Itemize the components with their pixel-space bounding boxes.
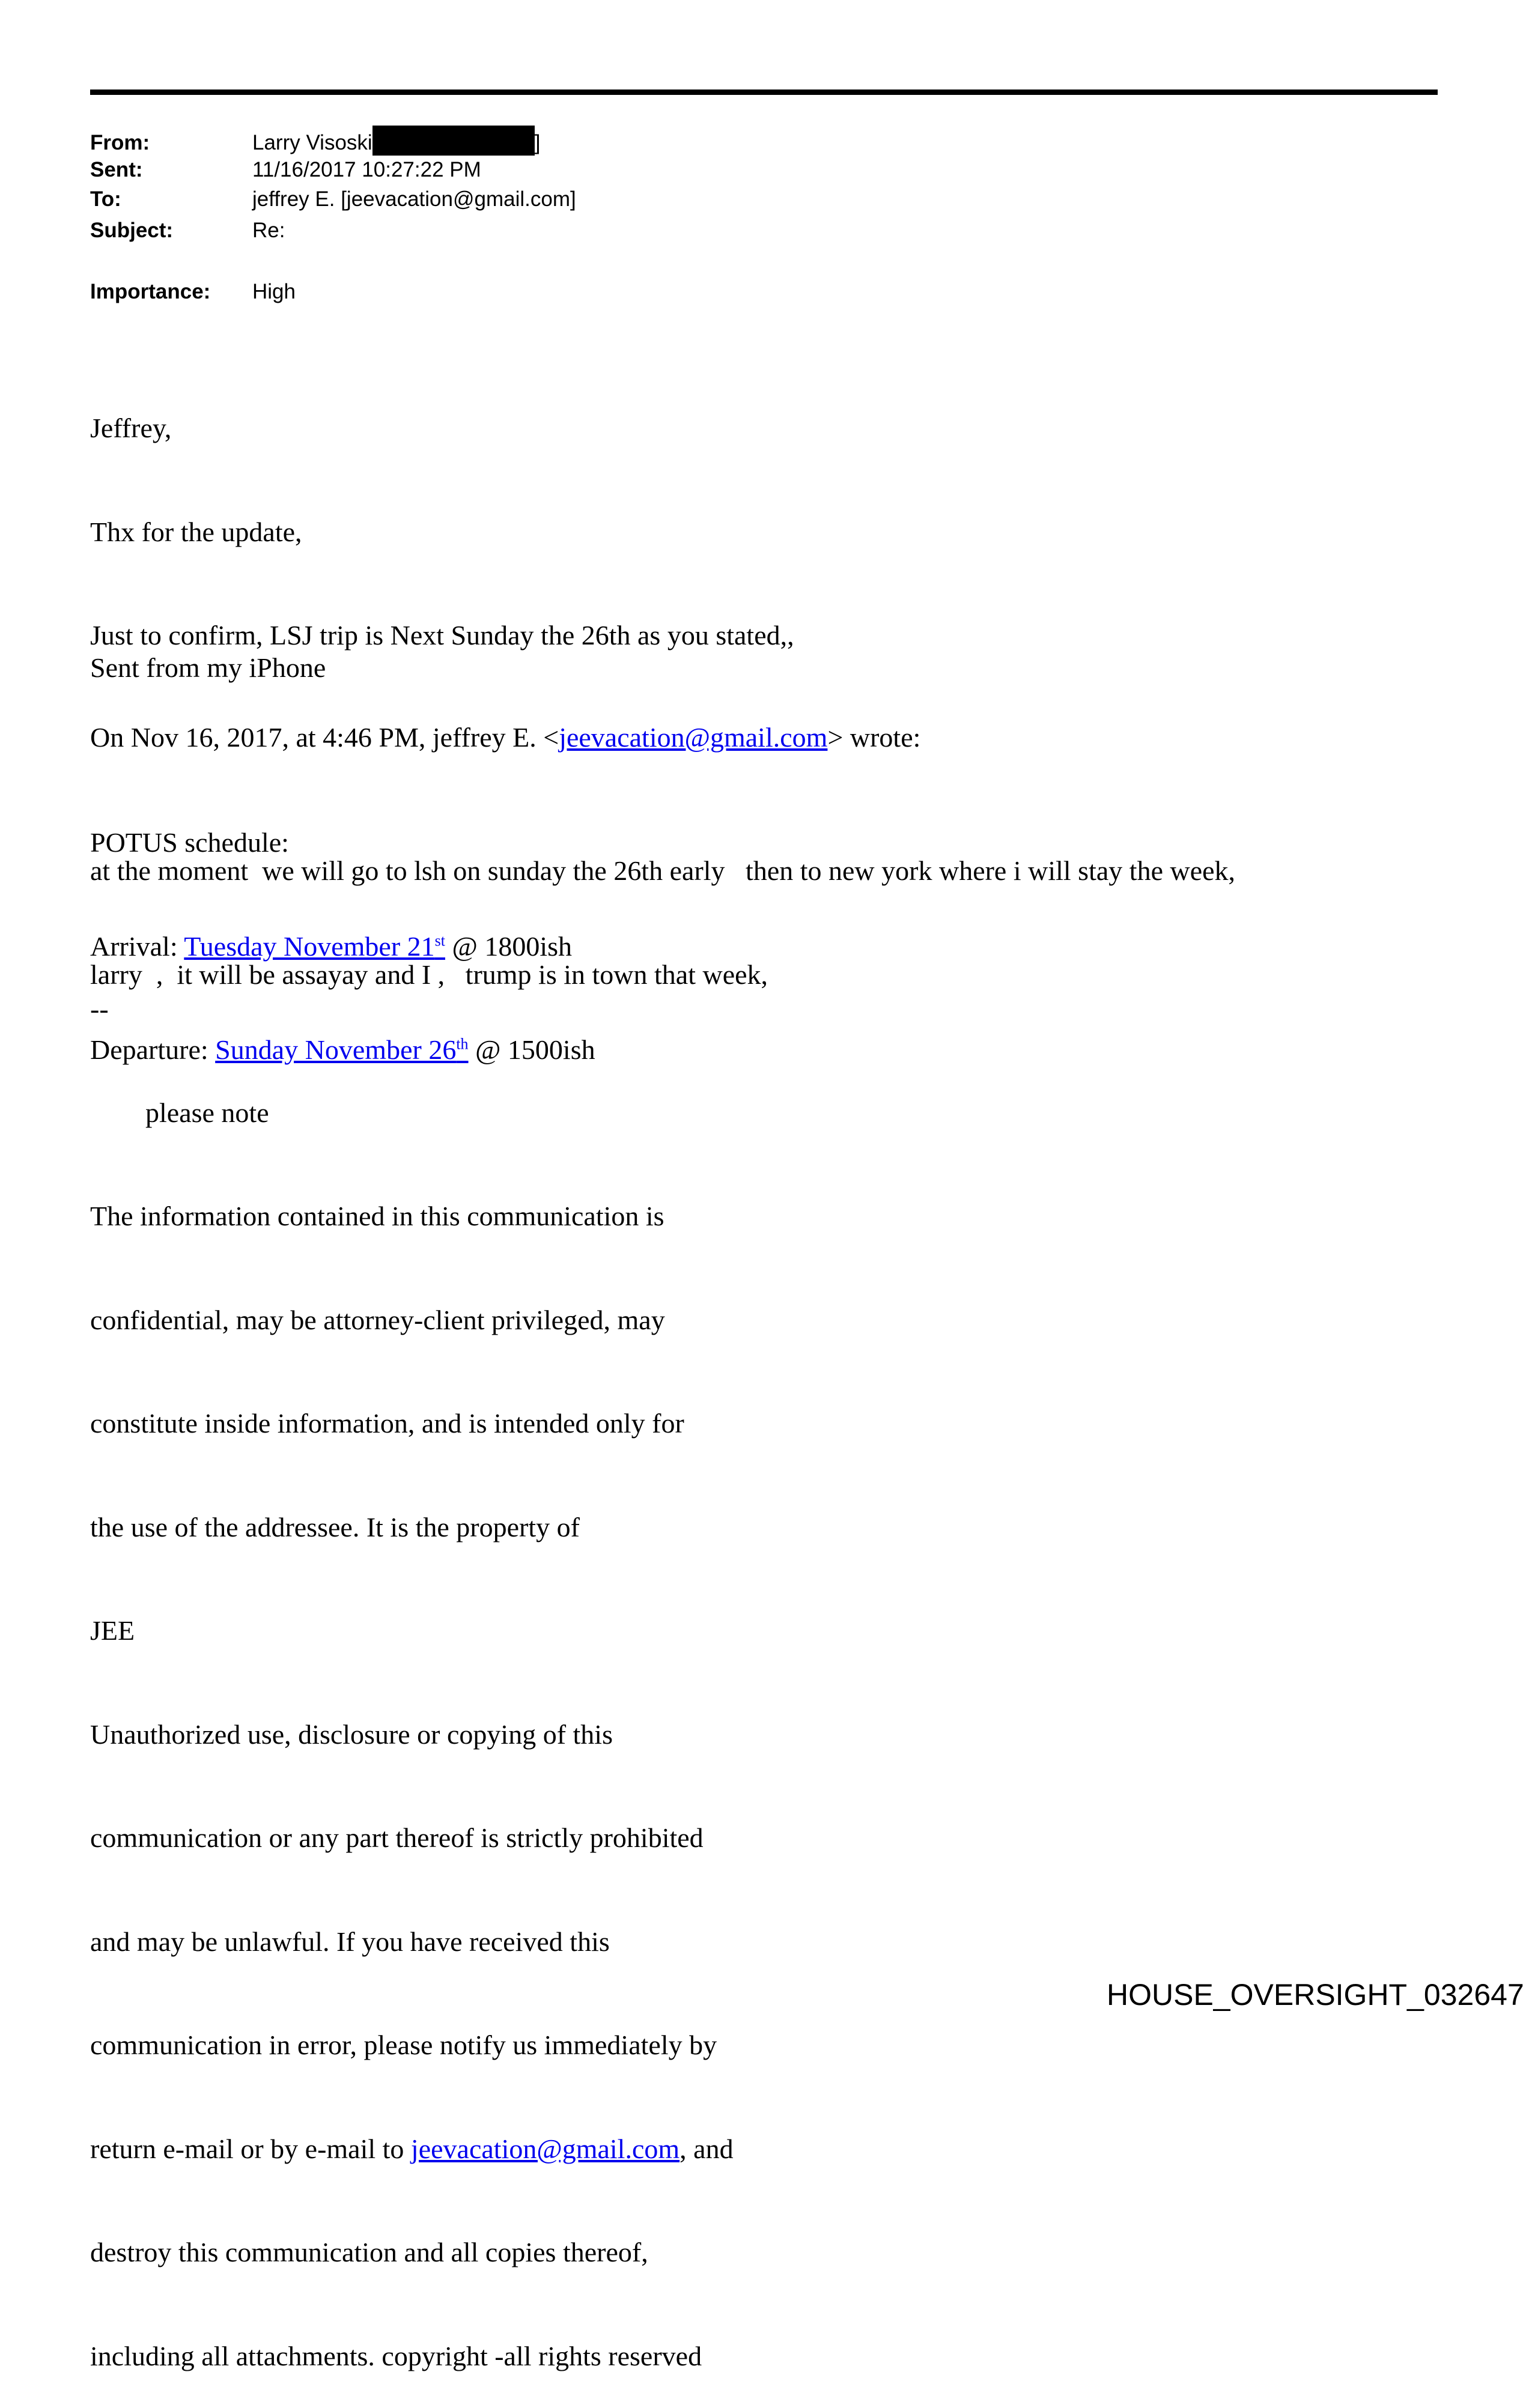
to-value: jeffrey E. [jeevacation@gmail.com] bbox=[252, 187, 576, 211]
quote-line: larry , it will be assayay and I , trump is in town that week, bbox=[90, 959, 768, 990]
disclaimer-line: confidential, may be attorney-client privileged, may bbox=[90, 1304, 665, 1335]
disclaimer-line: Unauthorized use, disclosure or copying of this bbox=[90, 1718, 613, 1750]
arrival-time: @ 1800ish bbox=[445, 930, 573, 962]
quote-line: at the moment we will go to lsh on sunday the 26th early then to new york where i will stay the week, bbox=[90, 855, 1236, 886]
disclaimer-line: JEE bbox=[90, 1615, 135, 1646]
quote-intro-text: On Nov 16, 2017, at 4:46 PM, jeffrey E. < bbox=[90, 722, 559, 753]
quote-intro bbox=[90, 720, 920, 755]
disclaimer bbox=[90, 923, 734, 2408]
disclaimer-line: constitute inside information, and is intended only for bbox=[90, 1408, 684, 1439]
importance-value: High bbox=[252, 280, 296, 303]
arrival-link-text: Tuesday November 21 bbox=[184, 930, 435, 962]
return-end: , and bbox=[679, 2133, 734, 2164]
departure-label: Departure: bbox=[90, 1034, 216, 1065]
from-value: Larry Visoski bbox=[252, 131, 372, 154]
disclaimer-line: and may be unlawful. If you have received this bbox=[90, 1926, 610, 1957]
sender-email-link[interactable]: jeevacation@gmail.com bbox=[559, 722, 828, 753]
from-bracket: ] bbox=[534, 131, 541, 154]
sent-label: Sent: bbox=[90, 158, 143, 181]
signature: Sent from my iPhone bbox=[90, 652, 326, 683]
please-note: please note bbox=[90, 1097, 269, 1128]
disclaimer-return-line bbox=[90, 2132, 734, 2167]
to-row bbox=[90, 186, 576, 213]
schedule-title: POTUS schedule: bbox=[90, 827, 289, 858]
subject-row bbox=[90, 217, 285, 244]
disclaimer-line: including all attachments. copyright -all rights reserved bbox=[90, 2340, 702, 2371]
importance-label: Importance: bbox=[90, 280, 211, 303]
dashes: -- bbox=[90, 993, 109, 1024]
arrival-sup: st bbox=[434, 932, 446, 950]
to-label: To: bbox=[90, 187, 121, 211]
disclaimer-line: communication in error, please notify us immediately by bbox=[90, 2030, 717, 2060]
arrival-label: Arrival: bbox=[90, 930, 184, 962]
disclaimer-line: communication or any part thereof is strictly prohibited bbox=[90, 1822, 704, 1853]
body-line: Just to confirm, LSJ trip is Next Sunday the 26th as you stated,, bbox=[90, 620, 794, 651]
quote-intro-end: > wrote: bbox=[827, 722, 921, 753]
subject-value: Re: bbox=[252, 219, 285, 242]
departure-link-text: Sunday November 26 bbox=[215, 1034, 457, 1065]
departure-time: @ 1500ish bbox=[468, 1034, 595, 1065]
greeting: Jeffrey, bbox=[90, 413, 172, 443]
subject-label: Subject: bbox=[90, 219, 174, 242]
return-text: return e-mail or by e-mail to bbox=[90, 2133, 411, 2164]
importance-row bbox=[90, 279, 296, 305]
top-rule bbox=[90, 89, 1438, 95]
sent-row bbox=[90, 157, 481, 183]
departure-sup: th bbox=[456, 1035, 469, 1053]
disclaimer-email-link[interactable]: jeevacation@gmail.com bbox=[410, 2133, 680, 2164]
disclaimer-line: The information contained in this communication is bbox=[90, 1201, 664, 1231]
from-label: From: bbox=[90, 131, 150, 154]
body-line: Thx for the update, bbox=[90, 516, 302, 547]
from-row bbox=[90, 126, 540, 156]
bates-number: HOUSE_OVERSIGHT_032647 bbox=[1107, 1978, 1524, 2012]
redaction-box bbox=[372, 126, 535, 156]
disclaimer-line: the use of the addressee. It is the property of bbox=[90, 1511, 580, 1542]
sent-value: 11/16/2017 10:27:22 PM bbox=[252, 158, 481, 181]
disclaimer-line: destroy this communication and all copies thereof, bbox=[90, 2237, 648, 2267]
